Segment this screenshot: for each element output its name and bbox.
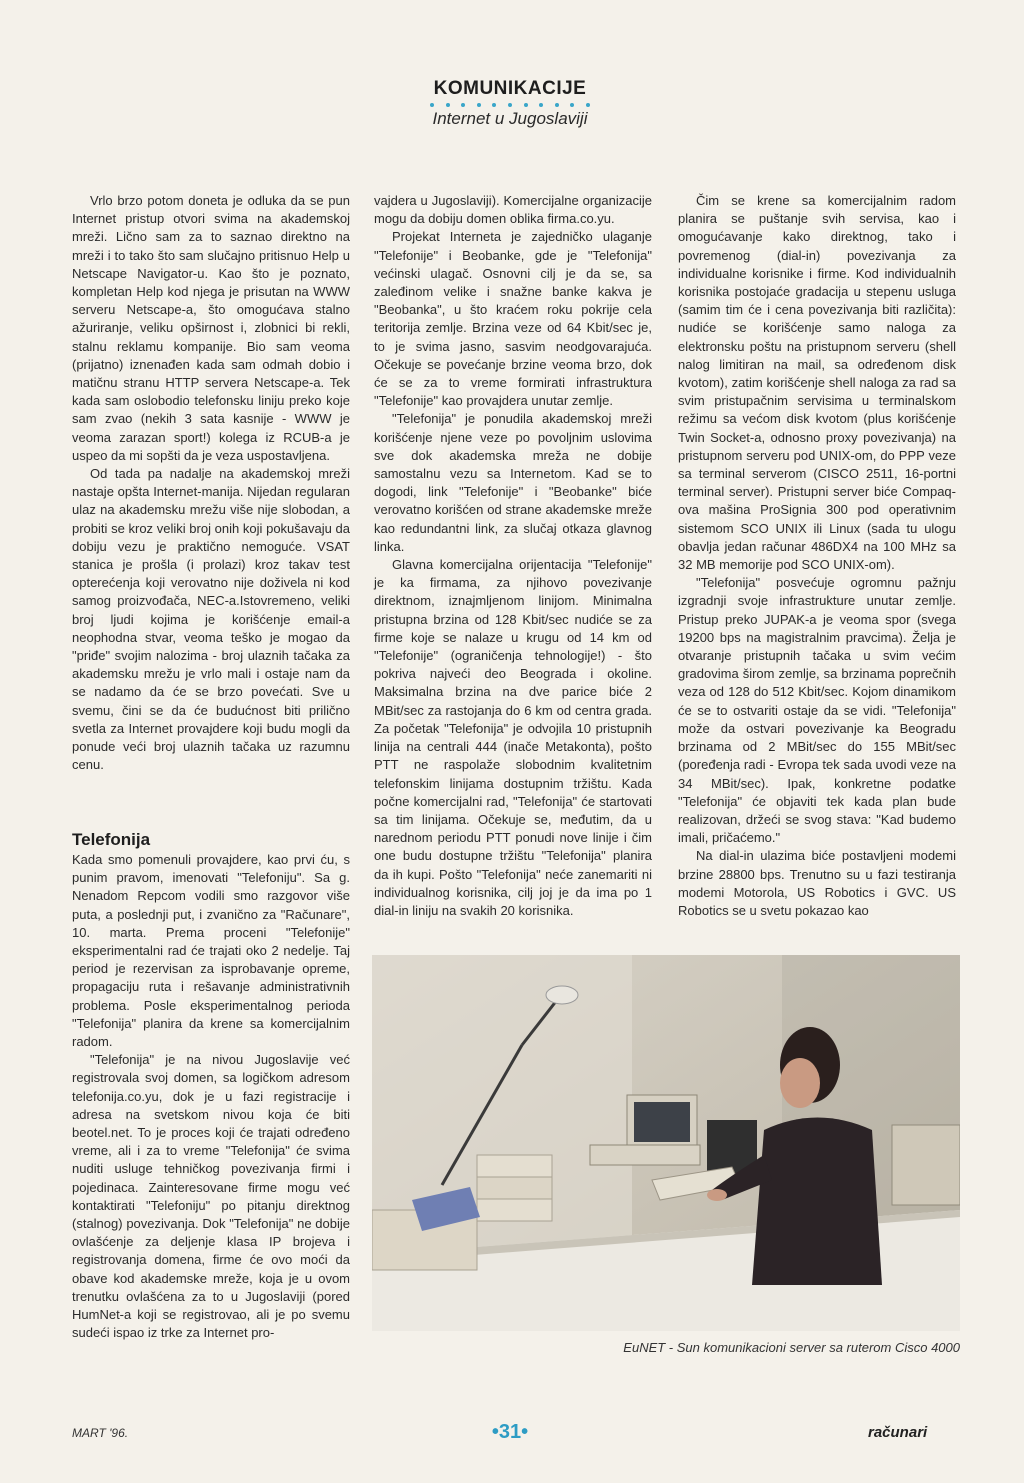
footer-date: MART '96. [72, 1426, 129, 1440]
paragraph: "Telefonija" posvećuje ogromnu pažnju izgradnji svoje infrastrukture unutar zemlje. Pristup preko JUPAK-a je veoma spor (svega 19200 bps na magistralnim pravcima). Želja je otvaranje pristupnih tačaka u svim većim gradovima širom zemlje, sa brzinama poprečnih veza od 128 do 512 Kbit/sec. Kojom dinamikom će se to ostvariti ostaje da se vidi. "Telefonija" može da ostvari povezivanje ka Beogradu brzinama od 2 MBit/sec do 155 MBit/sec (poređenja radi - Evropa tek sada uvodi veze na 34 MBit/sec). Ipak, konkretne podatke "Telefonija" će objaviti tek kada plan bude realizovan, držeći se svog stava: "Kad budemo imali, pričaćemo." [678, 575, 956, 846]
photo-caption: EuNET - Sun komunikacioni server sa ruterom Cisco 4000 [623, 1340, 960, 1355]
article-photo [372, 955, 960, 1331]
subheading-telefonija: Telefonija [72, 830, 151, 849]
paragraph: Vrlo brzo potom doneta je odluka da se pun Internet pristup otvori svima na akademskoj mreži. Lično sam za to saznao direktno na mreži i to tako što sam slučajno pritisnuo Help u Netscape Navigator-u. Kao što je poznato, kompletan Help kod njega je prisutan na WWW serveru Netscape-a, što omogućava stalno ažuriranje, veliku opširnost i, zlobnici bi rekli, stalnu reklamu kompanije. Bio sam veoma (prijatno) iznenađen kada sam odmah dobio i matičnu stranu HTTP servera Netscape-a. Tek kada sam oslobodio telefonsku liniju preko koje sam zvao (nekih 3 sata kasnije - WWW je veoma zarazan sport!) kolega iz RCUB-a je uspeo da mi sopšti da je veza uspostavljena. [72, 193, 350, 463]
paragraph: Glavna komercijalna orijentacija "Telefonije" je ka firmama, za njihovo povezivanje direktnom, iznajmljenom linijom. Minimalna pristupna brzina od 128 Kbit/sec nudiće se za firme koje se nalaze u krugu od 14 km od "Telefonije" (ograničenja tehnologije!) - što pokriva najveći deo Beograda i okoline. Maksimalna brzina na dve parice biće 2 MBit/sec za rastojanja do 6 km od centra grada. Za početak "Telefonija" je odvojila 10 pristupnih linija na centrali 444 (inače Metakonta), pošto PTT ne raspolaže slobodnim kvalitetnim telefonskim linijama dostupnim tržištu. Kada počne komercijalni rad, "Telefonija" će startovati sa tim linijama. Očekuje se, međutim, da u narednom periodu PTT ponudi nove linije i čim one budu dostupne tržištu "Telefonija" planira da ih kupi. Pošto "Telefonija" neće zanemariti ni individualnog korisnika, cilj joj je da ima po 1 dial-in liniju na svakih 20 korisnika. [374, 557, 652, 918]
paragraph: Od tada pa nadalje na akademskoj mreži nastaje opšta Internet-manija. Nijedan regularan ulaz na akademsku mrežu više nije slobodan, a probiti se kroz veliki broj onih koji pokušavaju da dobiju vezu je praktično nemoguće. VSAT stanica je prošla (i prolazi) kroz takav test opterećenja koji verovatno nije doživela ni kod samog proizvođača, NEC-a.Istovremeno, veliki broj ljudi kojima je korišćenje email-a neophodna stvar, veoma teško je mogao da "priđe" svojim nalozima - broj ulaznih tačaka za akademsku mrežu je vrlo mali i ostaje nam da se nadamo da će se brzo povećati. Sve u svemu, čini se da će budućnost biti prilično svetla za Internet provajdere koji budu mogli da ponude veći broj ulaznih tačaka uz razumnu cenu. [72, 466, 350, 773]
paragraph: Na dial-in ulazima biće postavljeni modemi brzine 28800 bps. Trenutno su u fazi testiranja modemi Motorola, US Robotics i GVC. US Robotics se u svetu pokazao kao [678, 848, 956, 918]
paragraph: Projekat Interneta je zajedničko ulaganje "Telefonije" i Beobanke, gde je "Telefonija" većinski ulagač. Osnovni cilj je da se, sa zaleđinom velike i snažne banke kakva je "Beobanka", u što kraćem roku pokrije cela teritorija zemlje. Brzina veze od 64 Kbit/sec je, to je svima jasno, sasvim neodgovarajuća. Očekuje se povećanje brzine veoma brzo, dok će se za to vreme formirati infrastruktura "Telefonije" kao provajdera unutar zemlje. [374, 229, 652, 409]
paragraph: vajdera u Jugoslaviji). Komercijalne organizacije mogu da dobiju domen oblika firma.co.yu. [374, 193, 652, 227]
paragraph: "Telefonija" je na nivou Jugoslavije već registrovala svoj domen, sa logičkom adresom telefonija.co.yu, dok je u fazi registracije i adresa na svetskom nivou koja će biti beotel.net. To je proces koji će trajati određeno vreme, ali i za to vreme "Telefonija" će svima nuditi usluge tehničkog povezivanja firmi i pojedinaca. Zainteresovane firme mogu već kontaktirati "Telefoniju" po pitanju direktnog (stalnog) povezivanja. Dok "Telefonija" ne dobije ovlašćenje za deljenje klasa IP brojeva i registrovanja domena, firme će ovo moći da obave kod akademske mreže, koja je u ovom trenutku ovlašćena za to u Jugoslaviji (pored HumNet-a koji se registrovao, ali je po svemu sudeći ispao iz trke za Internet pro- [72, 1052, 350, 1341]
page-number: •31• [491, 1421, 529, 1443]
article-column-1-lower [72, 851, 350, 1342]
article-column-1 [72, 192, 350, 775]
article-column-2 [374, 192, 652, 920]
paragraph: "Telefonija" je ponudila akademskoj mreži korišćenje njene veze po povoljnim uslovima sve dok akademska mreža ne dobije samostalnu vezu sa Internetom. Kad se to dogodi, link "Telefonije" i "Beobanke" biće verovatno korišćen od strane akademske mreže kao redundantni link, za slučaj otkaza glavnog linka. [374, 411, 652, 554]
magazine-logo: računari [868, 1424, 928, 1441]
article-column-3 [678, 192, 956, 920]
paragraph: Čim se krene sa komercijalnim radom planira se puštanje svih servisa, kao i omogućavanje kako direktnog, tako i povremenog (dial-in) povezivanja za individualne korisnike i firme. Kod individualnih korisnika postojaće gradacija u stepenu usluga (samim tim će i cena povezivanja biti različita): nudiće se korišćenje samo naloga za elektronsku poštu na pristupnom serveru (shell nalog limitiran na mail, sa određenom disk kvotom), zatim korišćenje shell naloga za rad sa svim pristupačnim servisima u terminalskom režimu sa većom disk kvotom (plus korišćenje Twin Socket-a, odnosno proxy povezivanja) na pristupnom serveru pod UNIX-om, do PPP veze sa terminal serverom (CISCO 2511, 16-portni terminal server). Pristupni server biće Compaq-ova mašina ProSignia 300 pod operativnim sistemom SCO UNIX ili Linux (sada tu ulogu obavlja jedan računar 486DX4 na 100 MHz sa 32 MB memorije pod SCO UNIX-om). [678, 193, 956, 573]
paragraph: Kada smo pomenuli provajdere, kao prvi ću, s punim pravom, imenovati "Telefoniju". Sa g. Nenadom Repcom vodili smo razgovor više puta, a poslednji put, i zvanično za "Računare", 10. marta. Prema proceni "Telefonije" eksperimentalni rad će trajati oko 2 nedelje. Taj period je rezervisan za isprobavanje opreme, propagaciju ruta i rešavanje administrativnih problema. Posle eksperimentalnog perioda "Telefonija" planira da krene sa komercijalnim radom. [72, 852, 350, 1050]
dot-divider [430, 103, 590, 107]
page-header [380, 78, 640, 129]
section-title: KOMUNIKACIJE [433, 78, 587, 99]
section-subtitle: Internet u Jugoslaviji [432, 109, 588, 128]
photo-illustration [372, 955, 960, 1331]
